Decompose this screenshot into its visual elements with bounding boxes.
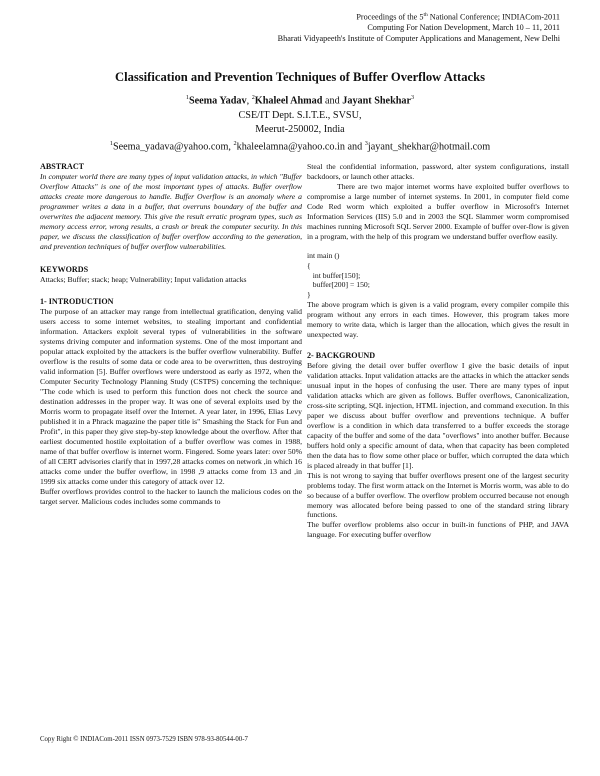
- keywords-text: Attacks; Buffer; stack; heap; Vulnerability; Input validation attacks: [40, 274, 247, 284]
- header-line-3: Bharati Vidyapeeth's Institute of Computer Applications and Management, New Delhi: [277, 33, 560, 43]
- background-heading: 2- BACKGROUND: [307, 351, 376, 361]
- introduction-paragraph-1: The purpose of an attacker may range from intellectual gratification, denying valid users access to some internet websites, to stealing important and confidential information. Attackers exploit several types of vulnerabilities in the software systems driving computer and information systems. One of the most important and popular attack exploited by the attackers is the buffer overflow vulnerability. Buffer overflow is the results of some data or code area to be overwritten, thus destroying valid information [5]. Buffer overflows were understood as early as 1972, when the Computer Security Technology Planning Study (CSTPS) concerning the technique: "The code which is used to perform this function does not check the source and destination addresses in the proper way. It was one of several exploits used by the Morris worm to propagate itself over the Internet. A year later, in 1996, Elias Levy published it in a Phrack magazine the paper title is" Smashing the Stack for Fun and Profit", in this paper they give step-by-step knowledge about the overflow. After that earliest documented hostile exploitation of a buffer overflow was comes in 1988, name of that buffer overflow is internet worm. Fingered. Some years later: over 50% of all CERT advisories clarify that in 1997,28 attacks comes on network ,in which 16 attacks come under the buffer overflow, in 1998 ,9 attacks come from 13 and ,in 1999 six attacks come under this category of attack over 12.: [40, 307, 302, 486]
- introduction-paragraph-2: Buffer overflows provides control to the hacker to launch the malicious codes on the target server. Malicious codes includes some commands to: [40, 486, 302, 506]
- right-column: [307, 162, 569, 540]
- header-line-1: Proceedings of the 5th National Conference; INDIACom-2011: [356, 12, 560, 22]
- paper-title: Classification and Prevention Techniques of Buffer Overflow Attacks: [114, 70, 485, 84]
- right-paragraph-1: Steal the confidential information, password, alter system configurations, install backdoors, or launch other attacks.: [307, 162, 569, 181]
- background-paragraph-1: Before giving the detail over buffer overflow I give the basic details of input validation attacks. Input validation attacks are the attacks in which the attacker sends unusual input in the hopes of confusing the user. There are many types of input validation attacks which are given as follows. Buffer overflows, Canonicalization, cross-site scripting, SQL injection, HTML injection, and command execution. In this paper we discuss about buffer overflow and preventions technique. A buffer overflow is a condition in which data transferred to a buffer exceeds the storage capacity of the buffer and some of the data "overflows" into another buffer. Because buffers hold only a specific amount of data, when that capacity has been completed then the data has to flow some other place or buffer, which corrupted the data which is placed already in that buffer [1].: [307, 361, 569, 470]
- author-block: [0, 91, 600, 155]
- background-paragraph-3: The buffer overflow problems also occur in built-in functions of PHP, and JAVA language. For executing buffer overflow: [307, 520, 569, 540]
- background-paragraph-2: This is not wrong to saying that buffer overflows present one of the largest security problems today. The first worm attack on the Internet is Morris worm, was able to do so because of a buffer overflow. The overflow problem occurred because not enough memory was allocated before being passed to one of the standard string library functions.: [307, 470, 569, 520]
- left-column: [40, 162, 302, 507]
- right-paragraph-3: The above program which is given is a valid program, every compiler compile this program without any errors in each times. However, this program takes more memory to write data, which is larger than the allocation, which gives the result in unexpected way.: [307, 300, 569, 340]
- conference-header: [200, 10, 560, 45]
- affiliation: CSE/IT Dept. S.I.T.E., SVSU,: [238, 109, 362, 121]
- city: Meerut-250002, India: [255, 123, 345, 135]
- code-listing: int main () { int buffer[150]; buffer[200] = 150; }: [307, 250, 370, 300]
- author-emails: $^1$Seema_yadava@yahoo.com, $^2$khaleelamna@yahoo.co.in and $^3$jayant_shekhar@hotmail.com: [109, 140, 491, 153]
- keywords-heading: KEYWORDS: [40, 264, 89, 274]
- abstract-heading: ABSTRACT: [40, 162, 85, 171]
- copyright-footer: Copy Right © INDIACom-2011 ISSN 0973-7529 ISBN 978-93-80544-00-7: [40, 736, 248, 743]
- author-names: $^1$Seema Yadav, $^2$Khaleel Ahmad and Jayant Shekhar$^3$: [185, 94, 415, 107]
- right-paragraph-2: There are two major internet worms have exploited buffer overflows to compromise a large number of internet systems. In 2001, in computer field come Code Red worm which exploited a buffer overflow in Microsoft's Internet Information Services (IIS) 5.0 and in 2003 the SQL Slammer worm compromised machines running Microsoft SQL Server 2000. Example of buffer over-flow is given in a program, with the help of this program we understand buffer overflow easily.: [307, 181, 569, 241]
- introduction-heading: 1- INTRODUCTION: [40, 297, 114, 307]
- abstract-text: In computer world there are many types of input validation attacks, in which "Buffer Overflow Attacks" is one of the most important types of attacks. Buffer overflow attacks create more dangerous to handle. Buffer Overflow is an anomaly where a programmer writes a data in a buffer, that overruns boundary of the buffer and overwrites the adjacent memory. This give the result erratic program types, such as memory access error, wrong results, a crash or break the computer security. In this paper, we discuss the classification of buffer overflow according to the generation, and prevention techniques of buffer overflow vulnerabilities.: [40, 171, 302, 251]
- header-line-2: Computing For Nation Development, March 10 – 11, 2011: [367, 23, 560, 33]
